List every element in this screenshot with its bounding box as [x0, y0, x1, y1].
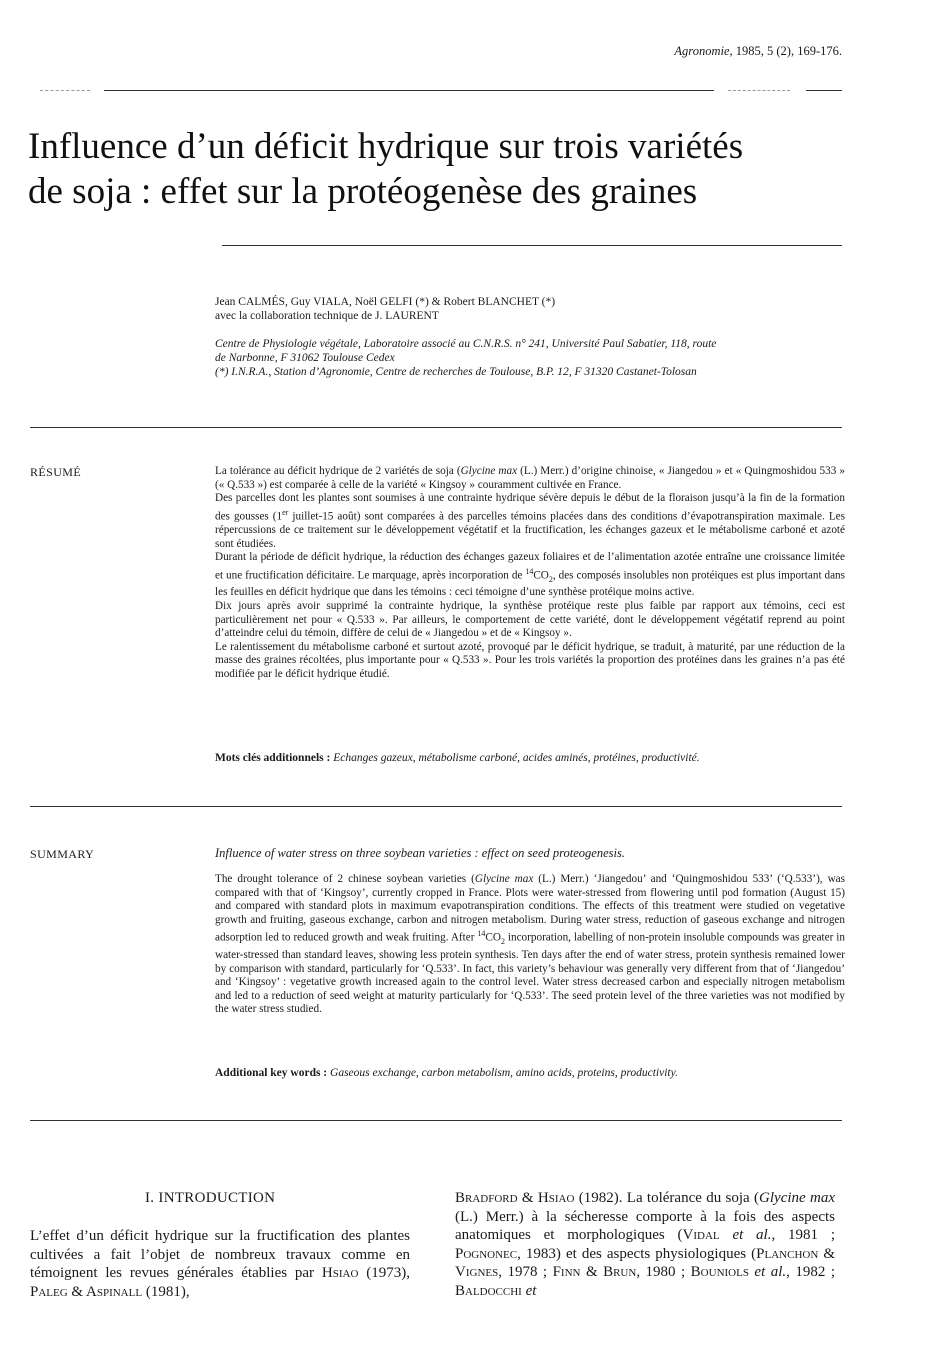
journal-volume-pages: 1985, 5 (2), 169-176. [732, 44, 842, 58]
affiliation-line-2: de Narbonne, F 31062 Toulouse Cedex [215, 352, 395, 364]
summary-keywords-label: Additional key words : [215, 1067, 331, 1079]
article-title-line-1: Influence d’un déficit hydrique sur trois variétés [28, 126, 744, 167]
resume-rule [30, 806, 842, 807]
affiliation-line-1: Centre de Physiologie végétale, Laboratoire associé au C.N.R.S. n° 241, Université Paul Sabatier, 118, route [215, 338, 717, 350]
authors-block [215, 295, 855, 323]
summary-paragraph: The drought tolerance of 2 chinese soybean varieties (Glycine max (L.) Merr.) ‘Jiangedou’ and ‘Quingmoshidou 533’ (‘Q.533’), was compared with that of ‘Kingsoy’, currently cropped in France. Plots were water-stressed from flowering until pod formation (August 15) and compared with standard plots in maximum evapotranspiration conditions. The effects of this treatment were studied on vegetative growth and fruiting, gaseous exchange, carbon and nitrogen metabolism. During water stress, reduction of gaseous exchange and nitrogen adsorption led to reduced growth and weak fruiting. After $^{14}CO_2$ incorporation, labelling of non-protein insoluble compounds was greater in water-stressed than standard leaves, showing less protein synthesis. Ten days after the end of water stress, protein synthesis remained lower by comparison with standard, particularly for ‘Q.533’. In fact, this variety’s behaviour was generally very different from that of ‘Jiangedou’ and ‘Kingsoy’ : vegetative growth increased again to the control level. Water stress decreased carbon and especially nitrogen metabolism and led to a reduction of seed weight at maturity particularly for ‘Q.533’. The seed protein level of the three varieties was not modified by the water stress studied. [215, 873, 846, 1016]
resume-label: RÉSUMÉ [30, 465, 82, 479]
affiliation-rule [30, 427, 842, 428]
header-rule-segment [806, 90, 842, 91]
affiliation-block [215, 337, 847, 379]
header-rule-dashes-right [728, 90, 790, 91]
summary-keywords-text: Gaseous exchange, carbon metabolism, amino acids, proteins, productivity. [330, 1067, 678, 1079]
resume-paragraph-2: Des parcelles dont les plantes sont soumises à une contrainte hydrique sévère depuis le début de la floraison jusqu’à la fin de la formation des gousses (1er juillet-15 août) sont comparées à des parcelles témoins placées dans des conditions d’évapotranspiration maximale. Les répercussions de ce traitement sur le développement végétatif et la fructification, les échanges gazeux et le métabolisme carboné et azoté sont étudiées. [215, 492, 846, 550]
resume-keywords-text: Echanges gazeux, métabolisme carboné, acides aminés, protéines, productivité. [333, 752, 700, 764]
summary-keywords [215, 1067, 845, 1079]
collaboration-line: avec la collaboration technique de J. LAURENT [215, 310, 439, 322]
introduction-paragraph-start: L’effet d’un déficit hydrique sur la fructification des plantes cultivées a fait l’objet de nombreux travaux comme en témoignent les revues générales établies par Hsiao (1973), Paleg & Aspinall (1981), [30, 1228, 410, 1300]
header-rule [104, 90, 714, 91]
journal-name: Agronomie, [674, 44, 733, 58]
summary-rule [30, 1120, 842, 1121]
authors-line: Jean CALMÉS, Guy VIALA, Noël GELFI (*) & Robert BLANCHET (*) [215, 296, 556, 308]
introduction-paragraph-continued: Bradford & Hsiao (1982). La tolérance du soja (Glycine max (L.) Merr.) à la sécheresse comporte à la fois des aspects anatomiques et morphologiques (Vidal et al., 1981 ; Pognonec, 1983) et des aspects physiologiques (Planchon & Vignes, 1978 ; Finn & Brun, 1980 ; Bouniols et al., 1982 ; Baldocchi et [455, 1190, 836, 1299]
resume-paragraph-1: La tolérance au déficit hydrique de 2 variétés de soja (Glycine max (L.) Merr.) d’origine chinoise, « Jiangedou » et « Quingmoshidou 533 » (« Q.533 ») est comparée à celle de la variété « Kingsoy » couramment cultivée en France. [215, 465, 845, 491]
article-title-line-2: de soja : effet sur la protéogenèse des graines [28, 171, 698, 212]
introduction-right-column [455, 1189, 835, 1301]
summary-title: Influence of water stress on three soybean varieties : effect on seed proteogenesis. [215, 846, 625, 860]
header-rule-dashes [40, 90, 90, 91]
introduction-heading: I. INTRODUCTION [145, 1190, 276, 1206]
resume-text [215, 465, 845, 682]
article-title [28, 124, 908, 214]
introduction-left-column [30, 1227, 410, 1301]
summary-label: SUMMARY [30, 847, 95, 861]
affiliation-line-3: (*) I.N.R.A., Station d’Agronomie, Centre de recherches de Toulouse, B.P. 12, F 31320 Castanet-Tolosan [215, 366, 697, 378]
journal-reference [674, 44, 842, 59]
resume-paragraph-3: Durant la période de déficit hydrique, la réduction des échanges gazeux foliaires et de l’alimentation azotée entraîne une croissance limitée et une fructification déficitaire. Le marquage, après incorporation de $^{14}CO_2$, des composés insolubles non protéiques est plus important dans les feuilles en déficit hydrique que dans les témoins : ceci témoigne d’une synthèse protéique moins active. [215, 551, 845, 599]
resume-paragraph-4: Dix jours après avoir supprimé la contrainte hydrique, la synthèse protéique reste plus faible par rapport aux témoins, ceci est particulièrement net pour « Q.533 ». Par ailleurs, le comportement de cette variété, dont le développement végétatif reprend au point d’atteindre celui du témoin, diffère de celui de « Jiangedou » et de « Kingsoy ». [215, 600, 845, 640]
resume-keywords [215, 752, 845, 764]
summary-text [215, 873, 845, 1017]
resume-paragraph-5: Le ralentissement du métabolisme carboné et surtout azoté, provoqué par le déficit hydrique, se traduit, à maturité, par une réduction de la masse des graines récoltées, plus importante pour « Q.533 ». Pour les trois variétés la proportion des protéines dans les graines n’a pas été modifiée par le déficit hydrique étudié. [215, 640, 845, 681]
title-rule [222, 245, 842, 246]
resume-keywords-label: Mots clés additionnels : [215, 752, 334, 764]
